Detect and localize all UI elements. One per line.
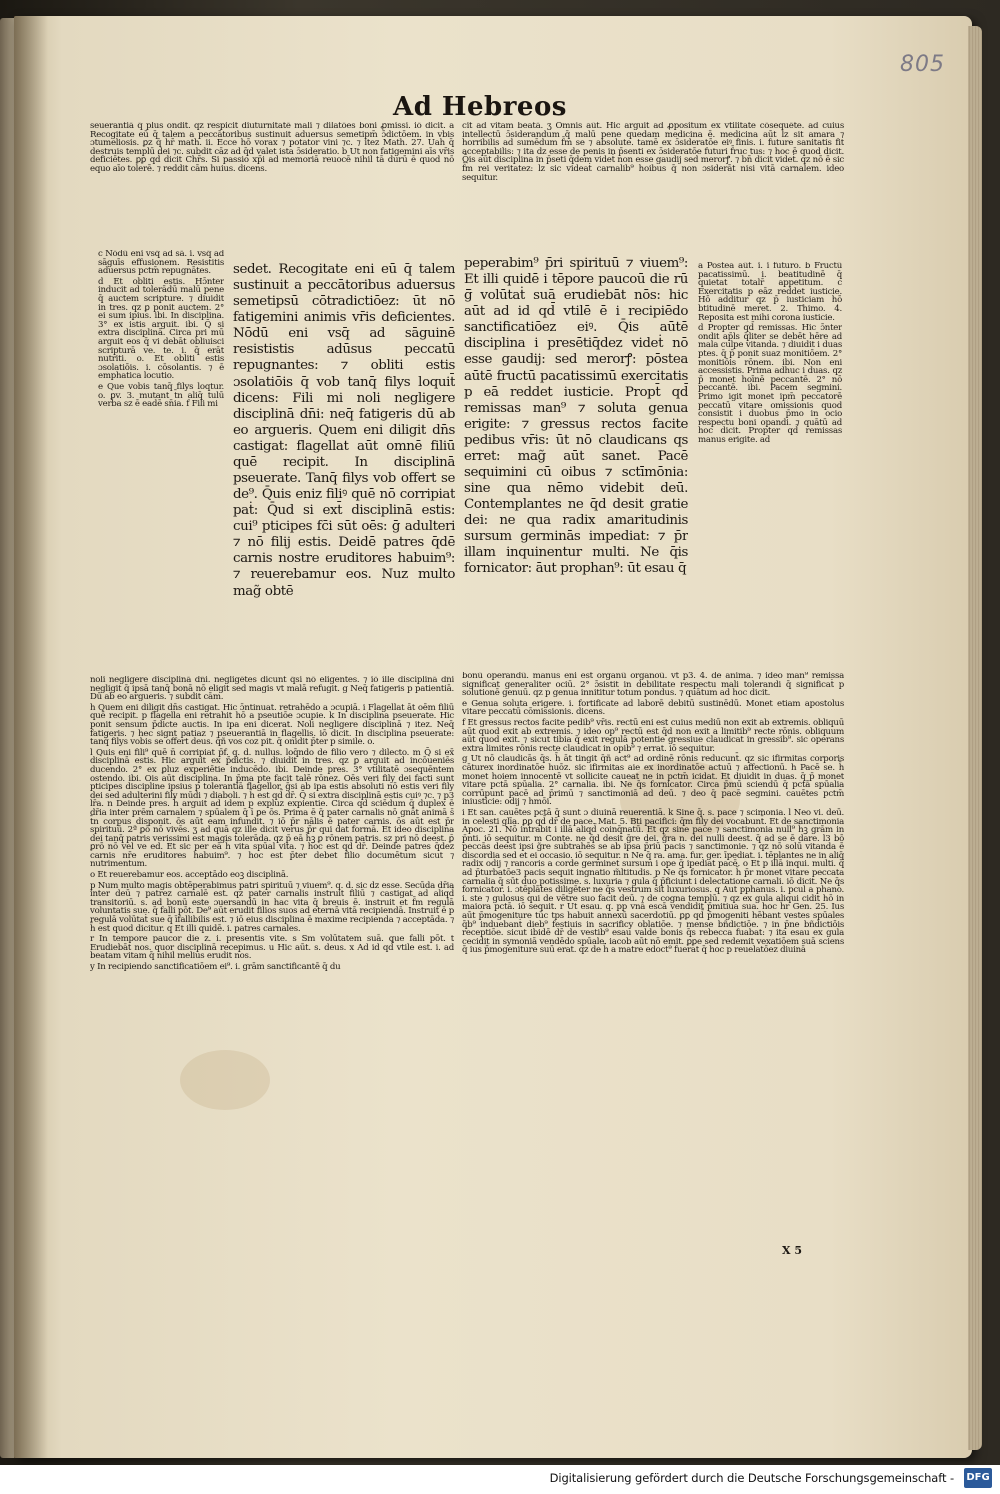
digitization-credit: Digitalisierung gefördert durch die Deutsche Forschungsgemeinschaft - — [549, 1471, 954, 1485]
gloss-paragraph: c Nōdū eni vsq̄ ad sā. i. vsq̄ ad sāguīs effusionem. Resistitis aduersus pctm̄ repugnātes. — [98, 250, 224, 277]
commentary-paragraph: p Num multo magis obtēperabimus patri spirituū ⁊ viuem⁹. q. d. sic dz esse. Secūda dr̄ia inter deū ⁊ patrez carnalē est. qz pater carnalis instruit filiū ⁊ castigat ad aliqd̄ transitoriū. s. ad bonū este ɔuersandū in hac vita q̄ breuis ē. instruit et f̄m regulā voluntatis sue. q̄ falli pōt. De⁹ aūt erudit filios suos ad eternā vitā recipiendā. Instruit ē p regulā volūtaṫ sue q̄ īfallibilis est. ⁊ iō eius disciplina ē maxime recipienda ⁊ acceptāda. ⁊ h̄ est quod dicitur. q Et illi quidē. i. patres carnales. — [90, 880, 454, 934]
folio-number: 805 — [900, 52, 945, 77]
commentary-paragraph: g Ut nō claudicās q̄s. h̄ āt tingit q̄ñ act⁹ ad ordinē rōnis reducunt̄. qz sic ifirmitas corporis cāturex inordinatōe huōz. sic ifirmitas aie ex inordinatōe actuū ⁊ affectionū. h Pacē se. h̄ monet hoiem innocentē vt sollicite caueat ne in pctm̄ icidat. Et diuidit in duas. q̄ p̄ monet vitare pctā spūalia. 2° carnalia. ibi. Ne q̄s fornicator. Circa p̄mū sciendū q̄ pctā spūalia corrūpunt pacē ad p̄rimū ⁊ sanctimoniā ad deū. ⁊ deo q̄ pacē segmini. cauētes pctm̄ iniusticie: odij ⁊ hmōi. — [462, 754, 844, 808]
left-commentary-top — [90, 122, 454, 248]
commentary-paragraph: o Et reuerebamur eos. acceptādo eoꝫ disciplinā. — [90, 870, 289, 881]
page-gutter-shadow — [14, 16, 48, 1458]
running-head: Ad Hebreos — [393, 92, 567, 122]
right-commentary-top — [462, 122, 844, 246]
right-gloss-column — [698, 262, 842, 670]
commentary-paragraph: h Quem eni diligit dn̄s castigat. Hic ɔ̄ntinuat. retrahēdo a ɔcupiā. i Flagellat āt oēm filiū quē recipit. p flagella eni retrahit hō a pseutiōe ɔcupie. k In disciplina pseuerate. Hic ponit sensum p̄dicte auctis. In ipa eni dicerat. Noli negligere disciplinā ⁊ itez. Neq̄ fatigeris. ⁊ hec signt patiaz ⁊ pseuerantiā in flagellis. iō dicit. In disciplina pseuerate: tanq̄ filys vobis se offert deus. q̄ñ vos coz pit. q̄ onidit p̄ter p simile. o. — [90, 702, 454, 748]
page-fore-edge — [968, 26, 982, 1450]
gloss-paragraph: a Postea aūt. i. i futuro. b Fructū pacatissimū. i. beatitudinē q̄ quietat totalr̄ appetitum. c Exercitatis p eāz reddet iusticie. Hō additur qz p̄ iusticiam hō btitudinē meret. 2. Thimo. 4. Reposita est mihi corona iusticie. — [698, 262, 842, 323]
commentary-paragraph: y In recipiendo sanctificatiōem ei⁹. i. grām sanctificantē q̄ du — [90, 962, 341, 972]
commentary-paragraph: l Quis eni fili⁹ quē n̄ corripiat p̄f. q. d. nullus. loq̄ndo de filio vero ⁊ dilecto. m Q̄ si ex̄ disciplinā estis. Hic arguit ex p̄dictis. ⁊ diuidit in tres. qz ꝑ arguit ad incōueniēs ducendo. 2° ex ꝑluz experiētie inducēdo. ibi. Deinde pres. 3° vtilitatē ɔsequēntem ostendo. ibi. Ois aūt disciplina. In p̄ma pte facit talē rōnez. Oēs veri fily dei facti sunt pticipes discipline ipsius p tolerantiā flagellor. ḡsi ab ipa estis absoluti nō estis veri fily dei sed adulterini fily mūdi ⁊ diaboli. ⁊ h̄ est qd̄ dr̄. Q̄ si extra disciplinā estis cuiꝰ ⁊c. ⁊ p3 lr̄a. n Deinde pres. h̄ arguit ad idem p expluz expientie. Circa qd̄ sciēdum q̄ duplex ē dr̄ia inter prēm carnalem ⁊ spūalem q̄ ī ꝑe ōs. Prima ē q̄ pater carnalis nō gnāt animā s̄ t̄n corpus disponit. ōs aūt eam infundit. ⁊ iō p̄r nālis ē pater carnis. ōs aūt est p̄r spirituū. 2ª ꝑō nō vivēs. ʒ ad quā qz ille dicit verus p̄r qui dat formā. Et ideo disciplina dei tanq̄ patris verissimi est magis tolerāda. qz p̄ eā h̄ꝫ ꝑ rōnem patris. sz pri nō deest. ꝑ̄ ꝑrō nō vel ve ed. Et sic per eā h̄ vita spūal vita. ⁊ hoc est qd̄ dr̄. Deinde patres q̄dez carnis nr̄e eruditores habuim⁹. ⁊ hoc est p̄ter debet filio documētum sicut ⁊ nutrimentum. — [90, 747, 454, 870]
right-commentary-bottom — [462, 672, 844, 1242]
commentary-paragraph: i Et san. cauētes pctā q̄ sunt ɔ diuinā reuerentiā. k Sine q̄. s. pace ⁊ scimonia. l Neo vi. deū. in celesti glīa. ꝑꝑ qd̄ dr̄ de pace. Mat. 5. Bti pacifici: q̄m fily dei vocabunt̄. Et de sanctimonia Apoc. 21. Nō intrabit i illā aliqd̄ coinq̄natū. Et qz sine pace ⁊ sanctimonia null⁹ h̄ꝫ grām in p̄nti. iō sequitur. m Conte. ne q̄d desit ḡre dei. g̃ra n. dei nulli deest. q̄ ad se ē dare. l3 bō peccās deest ipsi g̃re subtrahēs se ab ipsa p̄riū pacis ⁊ sanctimonie. ⁊ qz nō solū vitanda ē discordia sed et ei occasio. iō sequitur. n Ne q̄ ra. ama. fur. ger. īpediat. i. tēplantes ne in aliq̄ radix odij ⁊ rancoris a corde germinet sursum i ope q̄ ipediat pacē. o Et p illā inqui. multi. q̄ ad p̄turbatōe3 pacis sequit ingnatio m̃ltitudis. p Ne q̄s fornicator. h̄ p̄r monet vitare peccata carnalia q̄ sūt duo potissime. s. luxuria ⁊ gula q̄ p̄ficiunt i delectatione carnali. iō dicit. Ne q̄s fornicator. i. ɔtēplātes diligēter ne q̄s vestrum sit luxuriosus. q Aut pphanus. i. pcul a phano. i. ste ⁊ gulosus qui de vētre suo facit deū. ⁊ de cogna templū. ⁊ qz ex gula aliqui cidit hō in maiora pctā. iō sequit. r Ut esau. q. pp vnā escā vendidit p̄mitiua sua. hoc h̄r Gen. 25. Ius aūt p̄mogeniture tūc tps habuit annexū sacerdotiū. ꝑꝑ qd̄ p̄mogeniti hēbant vestes spūales q̄b⁹ induebanṫ dieb⁹ festiuis in sacrificy oblatiōe. ⁊ mense bñdictiōe. ⁊ in p̄ne bñdictiōis receptiōe. sicut ibidē dr̄ de vestib⁹ esau valde bonis q̄s rebecca fuabat: ⁊ ita esau ex gula cecidit in symoniā vendēdo spūale. iacob aūt nō emit. ꝑꝑe sed redemit vexatiōem suā sciens q̄ ius p̄mogeniture suū erat. qz de h̄ a matre edoct⁹ fuerat q̄ hoc p reuelatōez diuinā — [462, 807, 844, 956]
commentary-paragraph: cit ad vitam beatā. ʒ Omnis aūt. Hic arguit ad ꝓpositum ex vtilitate cōsequēte. ad cuius intellectū ɔ̄siderandum q̄ malū pene quedam medicina ē. medicina aūt lz sit amara ⁊ horribilis ad sumēdum f̄m se ⁊ absolute. tamē ex ɔ̄sideratōe eiꝰ finis. i. future sanitatis fit acceptabilis: ⁊ ita dz esse de penis in p̄senti ex ɔ̄sideratōe futuri f̄ruc tus: ⁊ hoc ē quod dicit. Q̄is aūt disciplina in p̄seti q̄dem videṫ non esse gaudij sed merorꝭ. ⁊ bn̄ dicit videṫ. qz nō ē sic f̄m rei veritatez: lz sic videaṫ carnalib⁹ hoibus q̄ non ɔsiderāt nisi vitā carnalem. ideo sequitur. — [462, 122, 844, 183]
left-commentary-bottom — [90, 676, 454, 1256]
left-gloss-column — [98, 250, 224, 674]
commentary-paragraph: e Genua soluta erigere. i. fortificate ad laborē debitū sustinēdū. Monet etiam apostolus vitare peccatū cōmissionis. dicens. — [462, 698, 844, 718]
commentary-paragraph: f Et gressus rectos facite pedib⁹ vr̄is. rectū eni est cuius mediū non exit ab extremis. obliquū aūt quod exit ab extremis. ⁊ ideo op⁹ rectū est q̄d non exit a limitib⁹ recte rōnis. obliquum aūt quod exit. ⁊ sicut tibia q̄ exit regulā potentie gressiue claudicat in gressib⁹. sic operans extra limites rōnis recte claudicat in opib⁹ ⁊ errat. iō sequitur. — [462, 717, 844, 754]
commentary-paragraph: bonū operandū. manus eni est organū organoū. vt p3. 4. de anima. ⁊ ideo man⁹ remissa significat generaliter ociū. 2° ɔ̄sistit in debilitate respectu mali tolerandi q̄ significaṫ p solutionē genuū. qz p genua innititur totum pondus. ⁊ quātum ad hoc dicit. — [462, 672, 844, 699]
commentary-paragraph: noli negligere disciplinā dn̄i. negligētes dicunt̄ q̄si nō eligentes. ⁊ iō ille disciplinā dn̄i negligit q̄ ipsā tanq̄ bonā nō eligit sed magis vt malā refugit. g Neq̄ fatigeris p patientiā. Dū ab eo argueris. ⁊ subdit cām. — [90, 676, 454, 703]
commentary-paragraph: seuerantiā q̄ plus ondit. qz respicit diuturnitatē mali ⁊ dilatōes boni ꝓmissi. iō dicit. a Recogitate eū q̄ talem a peccātoribus sustinuit aduersus semetipm̄ ɔ̄dictōem. in vbis ɔtumeliosis. ꝑz q̄ hr̄ math. ii. Ecce hō vorax ⁊ potator vini ⁊c. ⁊ itez Math. 27. Uah q̄ destruis templū dei ⁊c. subdit cāz ad q̄d valet ista ɔ̄sideratio. b Ut non fatigemini aīs vr̄is deficiētes. ꝑꝑ qd̄ dicit Chr̄s. Si passio xp̄i ad memoriā reuocē nihil tā durū ē quod nō equo aīo tolerē. ⁊ reddit cām huius. dicens. — [90, 122, 454, 174]
gloss-paragraph: d Propter qd̄ remissas. Hic ɔ̄nter ondit ap̄ls q̄liter se debēt hēre ad mala culpe vitanda. ⁊ diuidit i duas ptes. q̄ p̄ ponit suaz monitiōem. 2° monitiōis rōnem. ibi. Non eni accessistis. Prima adhuc i duas. qz p̄ monet hoīnē peccantē. 2° nō peccantē. ibi. Pacem segmini. Primo igit monet ipm̄ peccatorē peccatū vitare omissionis quod consistit i duobus p̄mo in ocio respectu boni opandi. ⁊ quātū ad hoc dicit. Propter qd̄ remissas manus erigite. ad — [698, 323, 842, 445]
scripture-text: peperabim⁹ p̄ri spirituū ⁊ viuem⁹: Et illi quidē i tēpore paucoū die rū ḡ̄ volūtaṫ suā erudiebāt nōs: hic aūt ad id qd̄ vtilē ē i recipiēdo sanctificatiōez eiꝰ. Q̄is aūtē disciplina i presētiq̄dez videṫ nō esse gaudij: sed merorꝭ: pōstea aūtē fructū pacatissimū exercitatis p eā reddet iusticie. Propt̄ qd̄ remissas man⁹ ⁊ soluta genua erigite: ⁊ gressus rectos facite pedibus vr̄is: ūt nō claudicans qs erret: mag̃ aūt sanet. Pacē sequimini cū oibus ⁊ sctīmōnia: sine qua nēmo videbit deū. Contemplantes ne q̄d desit gratie dei: ne qua radix amaritudinis sursum germinās impediat: ⁊ p̄r illam inquinentur multi. Ne q̄is fornicator: āut prophan⁹: ūt esau q̄ — [464, 256, 688, 577]
commentary-paragraph: r In tempore paucor die z. i. presentis vite. s Sm volūtatem suā. que falli pōt. t Erudiebāt nos. quor disciplinā recepimus. u Hic aūt. s. deus. x Ad id qd̄ vtile est. i. ad beatam vitam q̄ nihil melius erudit nos. — [90, 934, 454, 962]
signature-mark: X 5 — [782, 1244, 803, 1257]
gloss-paragraph: d Et obliti estis. Hɔ̄nter inducit ad tolerādū malū pene q̄ auctem scripture. ⁊ diuidit in tres. qz ꝑ ponit auctem. 2° ei sum ipius. ibi. In disciplina. 3° ex istis arguit. ibi. Q̄ si extra disciplinā. Circa pri mū arguit eos q̄ vi debāt obliuisci scripturā ve. te. i. q̄ erāt nutriti. o. Et obliti estis ɔsolatiōis. i. cōsolantis. ⁊ ē emphatica locutio. — [98, 276, 224, 382]
scripture-column-right — [464, 256, 688, 670]
gloss-paragraph: e Que vobis tanq̄ filys loqtur. o. ꝑv. 3. mutant t̄n aliq̄ tulū verba sz ē eadē sn̄ia. f Fili mi — [98, 381, 224, 410]
scripture-column-left — [233, 262, 455, 668]
scripture-text: sedet. Recogitate eni eū q̄ talem sustinuit a peccātoribus aduersus semetipsū cōtradictiōez: ūt nō fatigemini animis vr̄is deficientes. Nōdū eni vsq̄ ad sāguinē resististis adūsus peccatū repugnantes: ⁊ obliti estis ɔsolatiōis q̄ vob tanq̄ filys loquit̄ dicens: Fili mi noli negligere disciplinā dn̄i: neq̄ fatigeris dū ab eo argueris. Quem eni diligit dn̄s castigat: flagellat aūt omnē filiū quē recipit. In disciplinā pseuerate. Tanq̄ filys vob offert se de⁹. Q̄uis eniz filiꝰ quē nō corripiat paṫ: Q̄ud si ext̄ disciplinā estis: cui⁹ pticipes fc̄i sūt oēs: ḡ adulteri ⁊ nō filij estis. Deidē patres q̄dē carnis nostre eruditores habuim⁹: ⁊ reuerebamur eos. Nuz multo mag̃ obtē — [233, 262, 455, 599]
dfg-logo-icon: DFG — [964, 1468, 992, 1488]
